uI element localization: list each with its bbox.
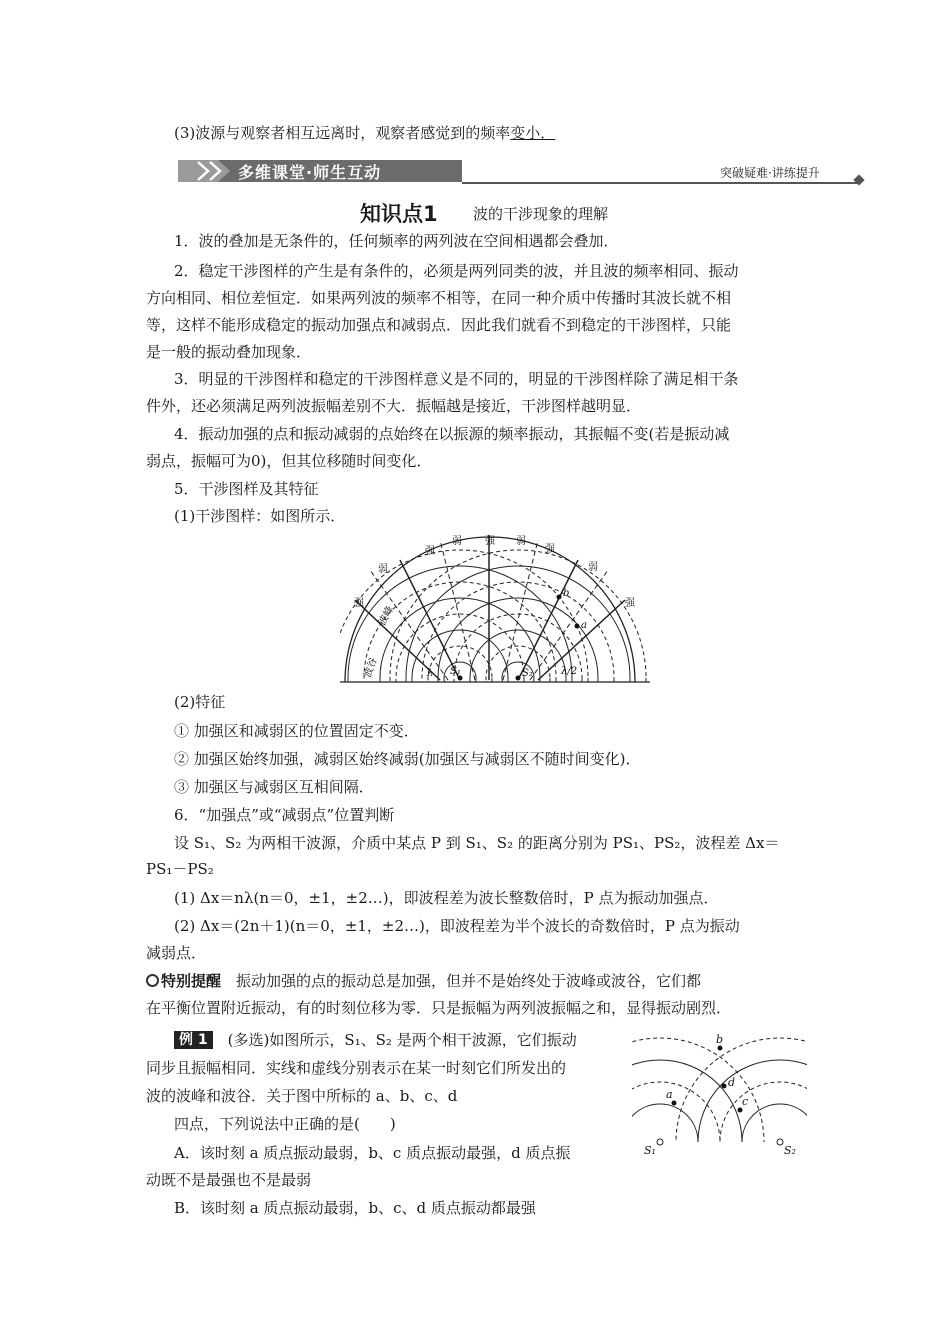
tip-line-2: 在平衡位置附近振动，有的时刻位移为零．只是振幅为两列波振幅之和，显得振动剧烈． — [146, 999, 732, 1017]
label-strong-2: 强 — [425, 546, 435, 557]
s2-source-icon — [777, 1139, 783, 1145]
paragraph-6-b-line-2: 减弱点． — [146, 944, 207, 962]
label-point-a: a — [581, 620, 587, 631]
example-line-1 — [174, 1030, 577, 1050]
paragraph-2-line-4: 是一般的振动叠加现象． — [146, 343, 312, 361]
point-b-dot — [718, 1046, 723, 1051]
banner-title: 多维课堂·师生互动 — [238, 163, 382, 182]
point-b-dot — [557, 595, 562, 600]
weak-line-left — [440, 540, 475, 680]
label-s1: S₁ — [450, 666, 461, 677]
paragraph-2-line-2: 方向相同、相位差恒定．如果两列波的频率不相等，在同一种介质中传播时其波长就不相 — [146, 289, 732, 307]
banner-subtitle: 突破疑难·讲练提升 — [720, 166, 820, 180]
label-s2: S₂ — [784, 1144, 796, 1157]
paragraph-4-line-2: 弱点，振幅可为0)，但其位移随时间变化． — [146, 452, 432, 470]
s1-crest-2 — [412, 630, 508, 690]
label-trough: 波谷 — [362, 656, 380, 680]
paragraph-3-line-1: 3．明显的干涉图样和稳定的干涉图样意义是不同的，明显的干涉图样除了满足相干条 — [174, 370, 739, 388]
paragraph-5-1: (1)干涉图样：如图所示． — [174, 507, 346, 525]
knowledge-point-title: 知识点1 — [360, 202, 438, 226]
paragraph-6: 6．“加强点”或“减弱点”位置判断 — [174, 806, 395, 824]
intro-item3 — [174, 123, 555, 143]
s1-source-icon — [657, 1139, 663, 1145]
label-a: a — [666, 1088, 673, 1101]
tip-circle-icon — [146, 974, 159, 987]
point-d-dot — [722, 1084, 727, 1089]
label-c: c — [742, 1095, 749, 1108]
label-d: d — [728, 1076, 736, 1089]
label-strong-3: 强 — [485, 536, 495, 547]
s2-trough-1 — [486, 646, 550, 690]
label-lambda: λ — [427, 668, 434, 679]
tip-text-1: 振动加强的点的振动总是加强，但并不是始终处于波峰或波谷，它们都 — [236, 972, 702, 990]
example-badge: 例 1 — [174, 1031, 213, 1049]
label-s2: S₂ — [522, 668, 533, 679]
option-a-line-1: A．该时刻 a 质点振动最弱，b、c 质点振动最强，d 质点振 — [174, 1144, 571, 1162]
paragraph-5-2: (2)特征 — [174, 693, 226, 711]
label-strong-4: 强 — [545, 544, 555, 555]
paragraph-4-line-1: 4．振动加强的点和振动减弱的点始终在以振源的频率振动，其振幅不变(若是振动减 — [174, 425, 730, 443]
s2-crest-ring-1 — [742, 1104, 807, 1160]
characteristic-2: ② 加强区始终加强，减弱区始终减弱(加强区与减弱区不随时间变化)． — [174, 750, 641, 768]
characteristic-1: ① 加强区和减弱区的位置固定不变． — [174, 722, 419, 740]
label-weak-3: 弱 — [516, 536, 526, 547]
knowledge-point-subtitle: 波的干涉现象的理解 — [473, 205, 609, 223]
label-b: b — [716, 1033, 724, 1046]
point-c-dot — [738, 1108, 743, 1113]
example-figure — [632, 1030, 807, 1160]
weak-line-right — [503, 540, 538, 680]
label-strong-5: 强 — [625, 598, 635, 609]
paragraph-6-a: (1) Δx＝nλ(n＝0，±1，±2…)，即波程差为波长整数倍时，P 点为振动加强点． — [174, 889, 719, 907]
intro-item3-text: (3)波源与观察者相互远离时，观察者感觉到的频率 — [174, 124, 511, 142]
option-a-line-2: 动既不是最强也不是最弱 — [146, 1171, 312, 1189]
banner-rule — [462, 182, 858, 184]
point-a-dot — [672, 1101, 677, 1106]
label-weak-1: 弱 — [378, 564, 388, 575]
label-crest: 波峰 — [376, 604, 397, 628]
paragraph-3-line-2: 件外，还必须满足两列波振幅差别不大．振幅越是接近，干涉图样越明显． — [146, 397, 642, 415]
s2-crest-2 — [470, 630, 566, 690]
example-line-3: 波的波峰和波谷．关于图中所标的 a、b、c、d — [146, 1087, 458, 1105]
strong-line-right — [518, 560, 578, 680]
paragraph-2-line-3: 等，这样不能形成稳定的振动加强点和减弱点．因此我们就看不到稳定的干涉图样，只能 — [146, 316, 732, 334]
interference-pattern-figure — [340, 530, 650, 690]
paragraph-6-line-1: 设 S₁、S₂ 为两相干波源，介质中某点 P 到 S₁、S₂ 的距离分别为 PS₁、PS₂，波程差 Δx＝ — [174, 834, 780, 852]
paragraph-6-b-line-1: (2) Δx＝(2n＋1)(n＝0，±1，±2…)，即波程差为半个波长的奇数倍时，P 点为振动 — [174, 917, 740, 935]
example-line-2: 同步且振幅相同．实线和虚线分别表示在某一时刻它们所发出的 — [146, 1059, 567, 1077]
label-weak-2: 弱 — [452, 536, 462, 547]
option-b: B．该时刻 a 质点振动最弱，b、c、d 质点振动都最强 — [174, 1199, 536, 1217]
label-point-b: b — [563, 588, 570, 599]
paragraph-6-line-2: PS₁－PS₂ — [146, 860, 214, 878]
paragraph-1: 1．波的叠加是无条件的，任何频率的两列波在空间相遇都会叠加． — [174, 232, 619, 250]
tip-line-1 — [146, 971, 701, 991]
s1-crest-ring-1 — [632, 1104, 698, 1160]
label-s1: S₁ — [644, 1144, 656, 1157]
s2-dot — [516, 676, 521, 681]
characteristic-3: ③ 加强区与减弱区互相间隔． — [174, 778, 374, 796]
tip-label: 特别提醒 — [161, 972, 222, 990]
paragraph-2-line-1: 2．稳定干涉图样的产生是有条件的，必须是两列同类的波，并且波的频率相同、振动 — [174, 262, 739, 280]
label-strong-1: 强 — [354, 598, 364, 609]
example-line-4: 四点，下列说法中正确的是( ) — [174, 1115, 396, 1133]
strong-line-left — [400, 560, 460, 680]
label-lambda-half: λ/2 — [561, 666, 578, 677]
intro-item3-answer: 变小． — [510, 124, 556, 142]
point-a-dot — [575, 624, 580, 629]
label-weak-4: 弱 — [588, 562, 598, 573]
example-text-1: (多选)如图所示，S₁、S₂ 是两个相干波源，它们振动 — [227, 1031, 577, 1049]
paragraph-5: 5．干涉图样及其特征 — [174, 480, 319, 498]
